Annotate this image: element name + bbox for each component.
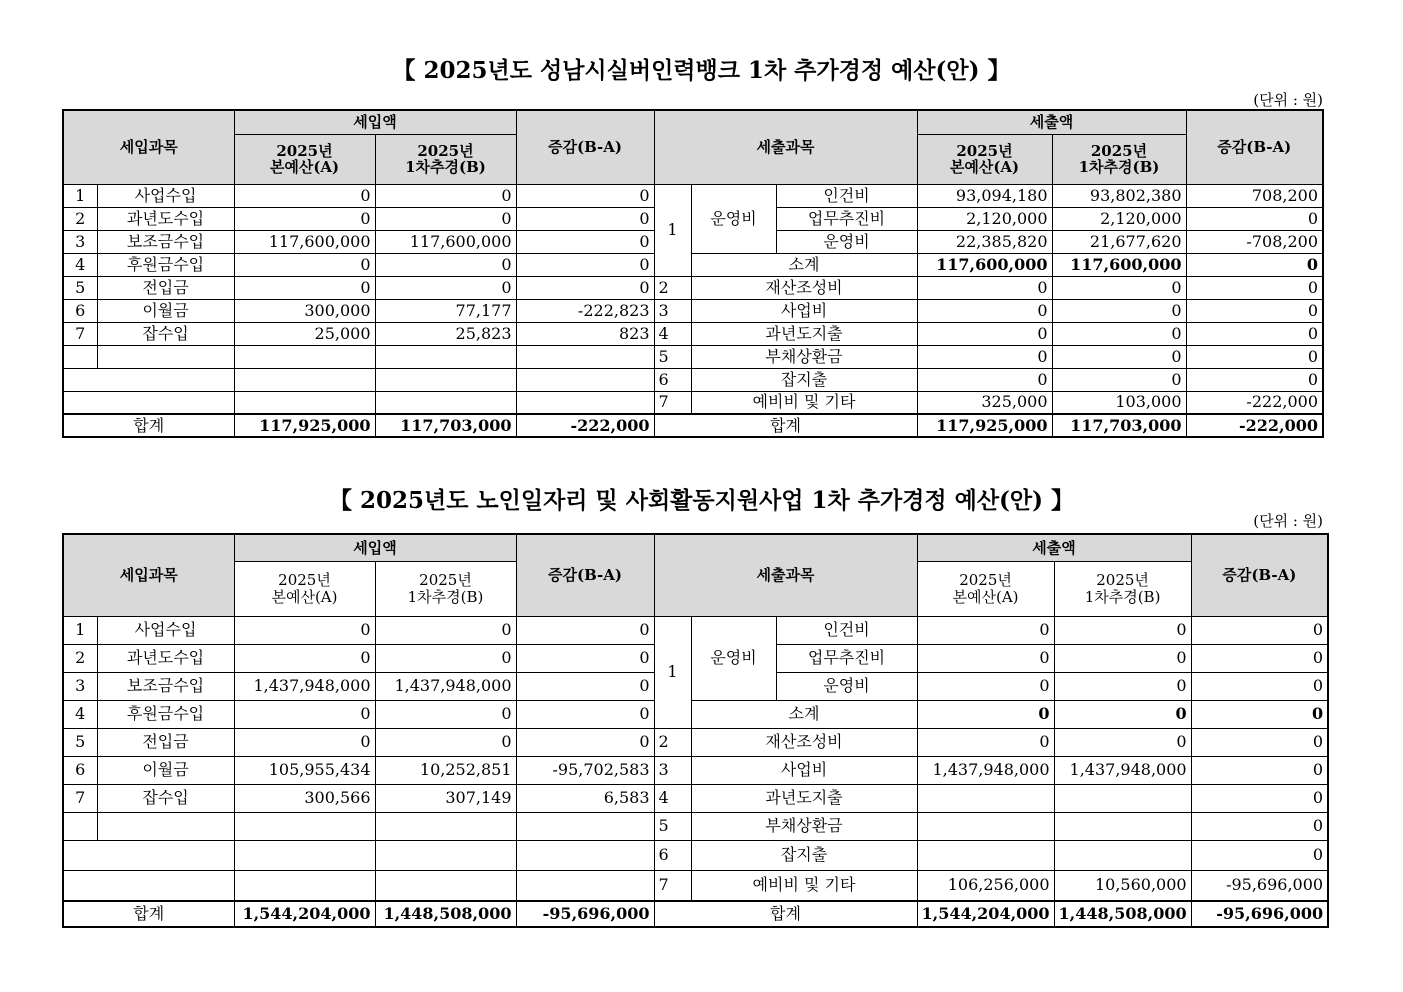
- empty-cell: [63, 368, 234, 391]
- expense-no: 2: [654, 276, 691, 299]
- expense-base-value: 106,256,000: [917, 870, 1054, 901]
- empty-cell: [375, 391, 516, 414]
- empty-cell: [234, 345, 375, 368]
- expense-diff-value: 0: [1191, 728, 1328, 756]
- expense-no: 4: [654, 322, 691, 345]
- expense-total-diff: -95,696,000: [1191, 901, 1328, 927]
- expense-subject-header: 세출과목: [654, 534, 917, 616]
- revenue-no: 1: [63, 616, 97, 644]
- revenue-no: 5: [63, 276, 97, 299]
- expense-supp-value: 0: [1052, 368, 1186, 391]
- revenue-supp-value: 307,149: [375, 784, 516, 812]
- revenue-no: 3: [63, 230, 97, 253]
- expense-supp-value: 2,120,000: [1052, 207, 1186, 230]
- expense-subtotal-diff: 0: [1191, 700, 1328, 728]
- expense-base-value: 325,000: [917, 391, 1052, 414]
- expense-subtotal-base: 117,600,000: [917, 253, 1052, 276]
- expense-base-value: 1,437,948,000: [917, 756, 1054, 784]
- revenue-total-label: 합계: [63, 414, 234, 437]
- revenue-base-value: 0: [234, 700, 375, 728]
- expense-no: 5: [654, 345, 691, 368]
- revenue-diff-header: 증감(B-A): [516, 110, 654, 184]
- expense-base-value: 0: [917, 616, 1054, 644]
- revenue-diff-value: 0: [516, 728, 654, 756]
- revenue-total-label: 합계: [63, 901, 234, 927]
- expense-base-value: 0: [917, 276, 1052, 299]
- expense-sub-name: 업무추진비: [776, 644, 917, 672]
- expense-supp-value: 0: [1054, 644, 1191, 672]
- empty-cell: [234, 812, 375, 840]
- expense-name: 잡지출: [691, 840, 917, 870]
- expense-diff-value: 0: [1186, 207, 1323, 230]
- empty-cell: [516, 368, 654, 391]
- empty-cell: [63, 870, 234, 901]
- revenue-base-value: 0: [234, 728, 375, 756]
- expense-total-supp: 1,448,508,000: [1054, 901, 1191, 927]
- revenue-name: 잡수입: [97, 322, 234, 345]
- revenue-name: 전입금: [97, 276, 234, 299]
- expense-supp-value: 0: [1052, 345, 1186, 368]
- total-row: [63, 901, 1328, 927]
- expense-diff-value: -222,000: [1186, 391, 1323, 414]
- revenue-base-value: 0: [234, 253, 375, 276]
- expense-base-value: 0: [917, 728, 1054, 756]
- expense-no: 6: [654, 368, 691, 391]
- expense-diff-value: 0: [1191, 812, 1328, 840]
- revenue-base-value: 1,437,948,000: [234, 672, 375, 700]
- expense-supp-value: 21,677,620: [1052, 230, 1186, 253]
- table-row: [63, 784, 1328, 812]
- revenue-base-value: 0: [234, 616, 375, 644]
- revenue-total-base: 117,925,000: [234, 414, 375, 437]
- table-row: [63, 728, 1328, 756]
- revenue-no: 6: [63, 299, 97, 322]
- table-row: [63, 391, 1323, 414]
- expense-sub-name: 업무추진비: [776, 207, 917, 230]
- table-row: [63, 700, 1328, 728]
- revenue-supp-budget-header: 2025년 1차추경(B): [375, 134, 516, 184]
- empty-cell: [375, 840, 516, 870]
- expense-subtotal-supp: 0: [1054, 700, 1191, 728]
- expense-total-supp: 117,703,000: [1052, 414, 1186, 437]
- total-row: [63, 414, 1323, 437]
- expense-no: 7: [654, 870, 691, 901]
- empty-cell: [516, 870, 654, 901]
- expense-base-value: 93,094,180: [917, 184, 1052, 207]
- expense-supp-value: 0: [1054, 672, 1191, 700]
- revenue-base-value: 117,600,000: [234, 230, 375, 253]
- empty-cell: [516, 812, 654, 840]
- revenue-supp-value: 1,437,948,000: [375, 672, 516, 700]
- revenue-base-value: 0: [234, 644, 375, 672]
- revenue-no: 7: [63, 784, 97, 812]
- expense-name: 잡지출: [691, 368, 917, 391]
- expense-supp-budget-header: 2025년 1차추경(B): [1054, 561, 1191, 616]
- expense-group-no: 1: [654, 184, 691, 276]
- revenue-diff-header: 증감(B-A): [516, 534, 654, 616]
- empty-cell: [97, 812, 234, 840]
- table-row: [63, 812, 1328, 840]
- expense-amount-header: 세출액: [917, 110, 1186, 134]
- expense-group-name: 운영비: [691, 184, 776, 253]
- revenue-name: 전입금: [97, 728, 234, 756]
- expense-subtotal-label: 소계: [691, 253, 917, 276]
- expense-subtotal-base: 0: [917, 700, 1054, 728]
- revenue-name: 잡수입: [97, 784, 234, 812]
- revenue-supp-value: 0: [375, 616, 516, 644]
- empty-cell: [375, 345, 516, 368]
- expense-name: 과년도지출: [691, 784, 917, 812]
- revenue-diff-value: 0: [516, 253, 654, 276]
- revenue-supp-value: 25,823: [375, 322, 516, 345]
- expense-subject-header: 세출과목: [654, 110, 917, 184]
- revenue-amount-header: 세입액: [234, 534, 516, 561]
- empty-cell: [63, 391, 234, 414]
- budget-table-2: [62, 533, 1329, 928]
- revenue-no: 5: [63, 728, 97, 756]
- revenue-base-budget-header: 2025년 본예산(A): [234, 134, 375, 184]
- expense-supp-value: 0: [1052, 276, 1186, 299]
- expense-no: 3: [654, 756, 691, 784]
- revenue-diff-value: 0: [516, 207, 654, 230]
- empty-cell: [234, 870, 375, 901]
- expense-diff-value: -95,696,000: [1191, 870, 1328, 901]
- expense-total-label: 합계: [654, 414, 917, 437]
- expense-subtotal-supp: 117,600,000: [1052, 253, 1186, 276]
- revenue-diff-value: -222,823: [516, 299, 654, 322]
- expense-diff-value: 0: [1186, 299, 1323, 322]
- revenue-total-diff: -95,696,000: [516, 901, 654, 927]
- expense-no: 5: [654, 812, 691, 840]
- revenue-supp-value: 0: [375, 644, 516, 672]
- expense-diff-value: 0: [1186, 345, 1323, 368]
- expense-base-value: 2,120,000: [917, 207, 1052, 230]
- expense-diff-value: 0: [1186, 276, 1323, 299]
- revenue-supp-value: 0: [375, 728, 516, 756]
- table-row: [63, 616, 1328, 644]
- expense-base-value: 0: [917, 299, 1052, 322]
- expense-sub-name: 운영비: [776, 230, 917, 253]
- empty-cell: [63, 840, 234, 870]
- empty-cell: [375, 812, 516, 840]
- empty-cell: [516, 345, 654, 368]
- revenue-no: 6: [63, 756, 97, 784]
- revenue-base-value: 0: [234, 207, 375, 230]
- expense-diff-value: 0: [1191, 644, 1328, 672]
- table-row: [63, 322, 1323, 345]
- expense-diff-value: 0: [1191, 840, 1328, 870]
- revenue-no: 4: [63, 253, 97, 276]
- revenue-total-supp: 1,448,508,000: [375, 901, 516, 927]
- expense-name: 부채상환금: [691, 345, 917, 368]
- table-row: [63, 184, 1323, 207]
- revenue-base-value: 300,000: [234, 299, 375, 322]
- revenue-total-diff: -222,000: [516, 414, 654, 437]
- revenue-base-value: 0: [234, 276, 375, 299]
- expense-base-value: 0: [917, 644, 1054, 672]
- expense-total-label: 합계: [654, 901, 917, 927]
- expense-supp-value: 0: [1052, 322, 1186, 345]
- expense-base-value: 0: [917, 368, 1052, 391]
- expense-group-no: 1: [654, 616, 691, 728]
- revenue-diff-value: 823: [516, 322, 654, 345]
- empty-cell: [234, 391, 375, 414]
- revenue-diff-value: 0: [516, 644, 654, 672]
- table1-title: 【 2025년도 성남시실버인력뱅크 1차 추가경정 예산(안) 】: [392, 57, 1011, 84]
- expense-diff-value: -708,200: [1186, 230, 1323, 253]
- revenue-base-value: 300,566: [234, 784, 375, 812]
- table2-title: 【 2025년도 노인일자리 및 사회활동지원사업 1차 추가경정 예산(안) 】: [328, 487, 1075, 514]
- empty-cell: [63, 345, 97, 368]
- revenue-supp-value: 10,252,851: [375, 756, 516, 784]
- expense-total-base: 117,925,000: [917, 414, 1052, 437]
- revenue-supp-value: 0: [375, 207, 516, 230]
- expense-base-value: [917, 784, 1054, 812]
- expense-name: 사업비: [691, 299, 917, 322]
- revenue-base-value: 0: [234, 184, 375, 207]
- expense-name: 과년도지출: [691, 322, 917, 345]
- table-row: [63, 840, 1328, 870]
- expense-name: 예비비 및 기타: [691, 870, 917, 901]
- expense-diff-header: 증감(B-A): [1191, 534, 1328, 616]
- expense-supp-value: 0: [1054, 728, 1191, 756]
- table-row: [63, 756, 1328, 784]
- table-row: [63, 345, 1323, 368]
- expense-subtotal-diff: 0: [1186, 253, 1323, 276]
- empty-cell: [97, 345, 234, 368]
- expense-diff-value: 708,200: [1186, 184, 1323, 207]
- expense-name: 부채상환금: [691, 812, 917, 840]
- expense-sub-name: 인건비: [776, 184, 917, 207]
- revenue-name: 과년도수입: [97, 644, 234, 672]
- revenue-name: 과년도수입: [97, 207, 234, 230]
- expense-base-value: 22,385,820: [917, 230, 1052, 253]
- expense-supp-budget-header: 2025년 1차추경(B): [1052, 134, 1186, 184]
- revenue-name: 보조금수입: [97, 230, 234, 253]
- revenue-supp-value: 0: [375, 253, 516, 276]
- expense-name: 사업비: [691, 756, 917, 784]
- revenue-subject-header: 세입과목: [63, 110, 234, 184]
- revenue-supp-value: 117,600,000: [375, 230, 516, 253]
- revenue-diff-value: -95,702,583: [516, 756, 654, 784]
- revenue-diff-value: 0: [516, 184, 654, 207]
- revenue-supp-value: 0: [375, 184, 516, 207]
- revenue-name: 이월금: [97, 299, 234, 322]
- expense-name: 예비비 및 기타: [691, 391, 917, 414]
- revenue-diff-value: 0: [516, 276, 654, 299]
- revenue-name: 보조금수입: [97, 672, 234, 700]
- revenue-base-value: 25,000: [234, 322, 375, 345]
- revenue-name: 후원금수입: [97, 253, 234, 276]
- expense-base-value: [917, 812, 1054, 840]
- expense-name: 재산조성비: [691, 728, 917, 756]
- expense-no: 3: [654, 299, 691, 322]
- expense-diff-value: 0: [1191, 616, 1328, 644]
- expense-base-value: [917, 840, 1054, 870]
- revenue-supp-value: 0: [375, 276, 516, 299]
- empty-cell: [234, 368, 375, 391]
- expense-group-name: 운영비: [691, 616, 776, 700]
- expense-diff-value: 0: [1191, 672, 1328, 700]
- revenue-name: 사업수입: [97, 184, 234, 207]
- empty-cell: [63, 812, 97, 840]
- table1-unit-label: (단위 : 원): [1253, 91, 1323, 109]
- expense-base-value: 0: [917, 345, 1052, 368]
- revenue-no: 4: [63, 700, 97, 728]
- expense-sub-name: 운영비: [776, 672, 917, 700]
- expense-name: 재산조성비: [691, 276, 917, 299]
- expense-no: 6: [654, 840, 691, 870]
- table-row: [63, 299, 1323, 322]
- expense-diff-value: 0: [1186, 368, 1323, 391]
- empty-cell: [375, 368, 516, 391]
- revenue-total-base: 1,544,204,000: [234, 901, 375, 927]
- revenue-base-budget-header: 2025년 본예산(A): [234, 561, 375, 616]
- revenue-no: 7: [63, 322, 97, 345]
- expense-subtotal-label: 소계: [691, 700, 917, 728]
- revenue-diff-value: 0: [516, 672, 654, 700]
- empty-cell: [516, 391, 654, 414]
- revenue-diff-value: 6,583: [516, 784, 654, 812]
- revenue-total-supp: 117,703,000: [375, 414, 516, 437]
- revenue-subject-header: 세입과목: [63, 534, 234, 616]
- expense-diff-value: 0: [1191, 756, 1328, 784]
- revenue-diff-value: 0: [516, 230, 654, 253]
- expense-total-base: 1,544,204,000: [917, 901, 1054, 927]
- empty-cell: [234, 840, 375, 870]
- expense-diff-header: 증감(B-A): [1186, 110, 1323, 184]
- expense-base-value: 0: [917, 322, 1052, 345]
- revenue-amount-header: 세입액: [234, 110, 516, 134]
- expense-base-budget-header: 2025년 본예산(A): [917, 561, 1054, 616]
- revenue-name: 사업수입: [97, 616, 234, 644]
- expense-supp-value: 0: [1054, 616, 1191, 644]
- expense-no: 2: [654, 728, 691, 756]
- expense-total-diff: -222,000: [1186, 414, 1323, 437]
- expense-sub-name: 인건비: [776, 616, 917, 644]
- expense-diff-value: 0: [1191, 784, 1328, 812]
- revenue-diff-value: 0: [516, 616, 654, 644]
- expense-supp-value: [1054, 840, 1191, 870]
- revenue-no: 1: [63, 184, 97, 207]
- empty-cell: [375, 870, 516, 901]
- revenue-supp-value: 0: [375, 700, 516, 728]
- expense-diff-value: 0: [1186, 322, 1323, 345]
- expense-base-budget-header: 2025년 본예산(A): [917, 134, 1052, 184]
- table-row: [63, 870, 1328, 901]
- expense-supp-value: 1,437,948,000: [1054, 756, 1191, 784]
- expense-no: 7: [654, 391, 691, 414]
- expense-supp-value: 10,560,000: [1054, 870, 1191, 901]
- revenue-supp-value: 77,177: [375, 299, 516, 322]
- expense-base-value: 0: [917, 672, 1054, 700]
- table-row: [63, 368, 1323, 391]
- table-row: [63, 276, 1323, 299]
- revenue-no: 3: [63, 672, 97, 700]
- table-row: [63, 253, 1323, 276]
- table2-unit-label: (단위 : 원): [1253, 512, 1323, 530]
- expense-supp-value: 0: [1052, 299, 1186, 322]
- expense-supp-value: 93,802,380: [1052, 184, 1186, 207]
- expense-supp-value: 103,000: [1052, 391, 1186, 414]
- expense-amount-header: 세출액: [917, 534, 1191, 561]
- revenue-diff-value: 0: [516, 700, 654, 728]
- empty-cell: [516, 840, 654, 870]
- expense-supp-value: [1054, 784, 1191, 812]
- revenue-supp-budget-header: 2025년 1차추경(B): [375, 561, 516, 616]
- expense-no: 4: [654, 784, 691, 812]
- revenue-no: 2: [63, 644, 97, 672]
- budget-table-1: [62, 109, 1324, 438]
- expense-supp-value: [1054, 812, 1191, 840]
- revenue-base-value: 105,955,434: [234, 756, 375, 784]
- revenue-name: 이월금: [97, 756, 234, 784]
- revenue-name: 후원금수입: [97, 700, 234, 728]
- revenue-no: 2: [63, 207, 97, 230]
